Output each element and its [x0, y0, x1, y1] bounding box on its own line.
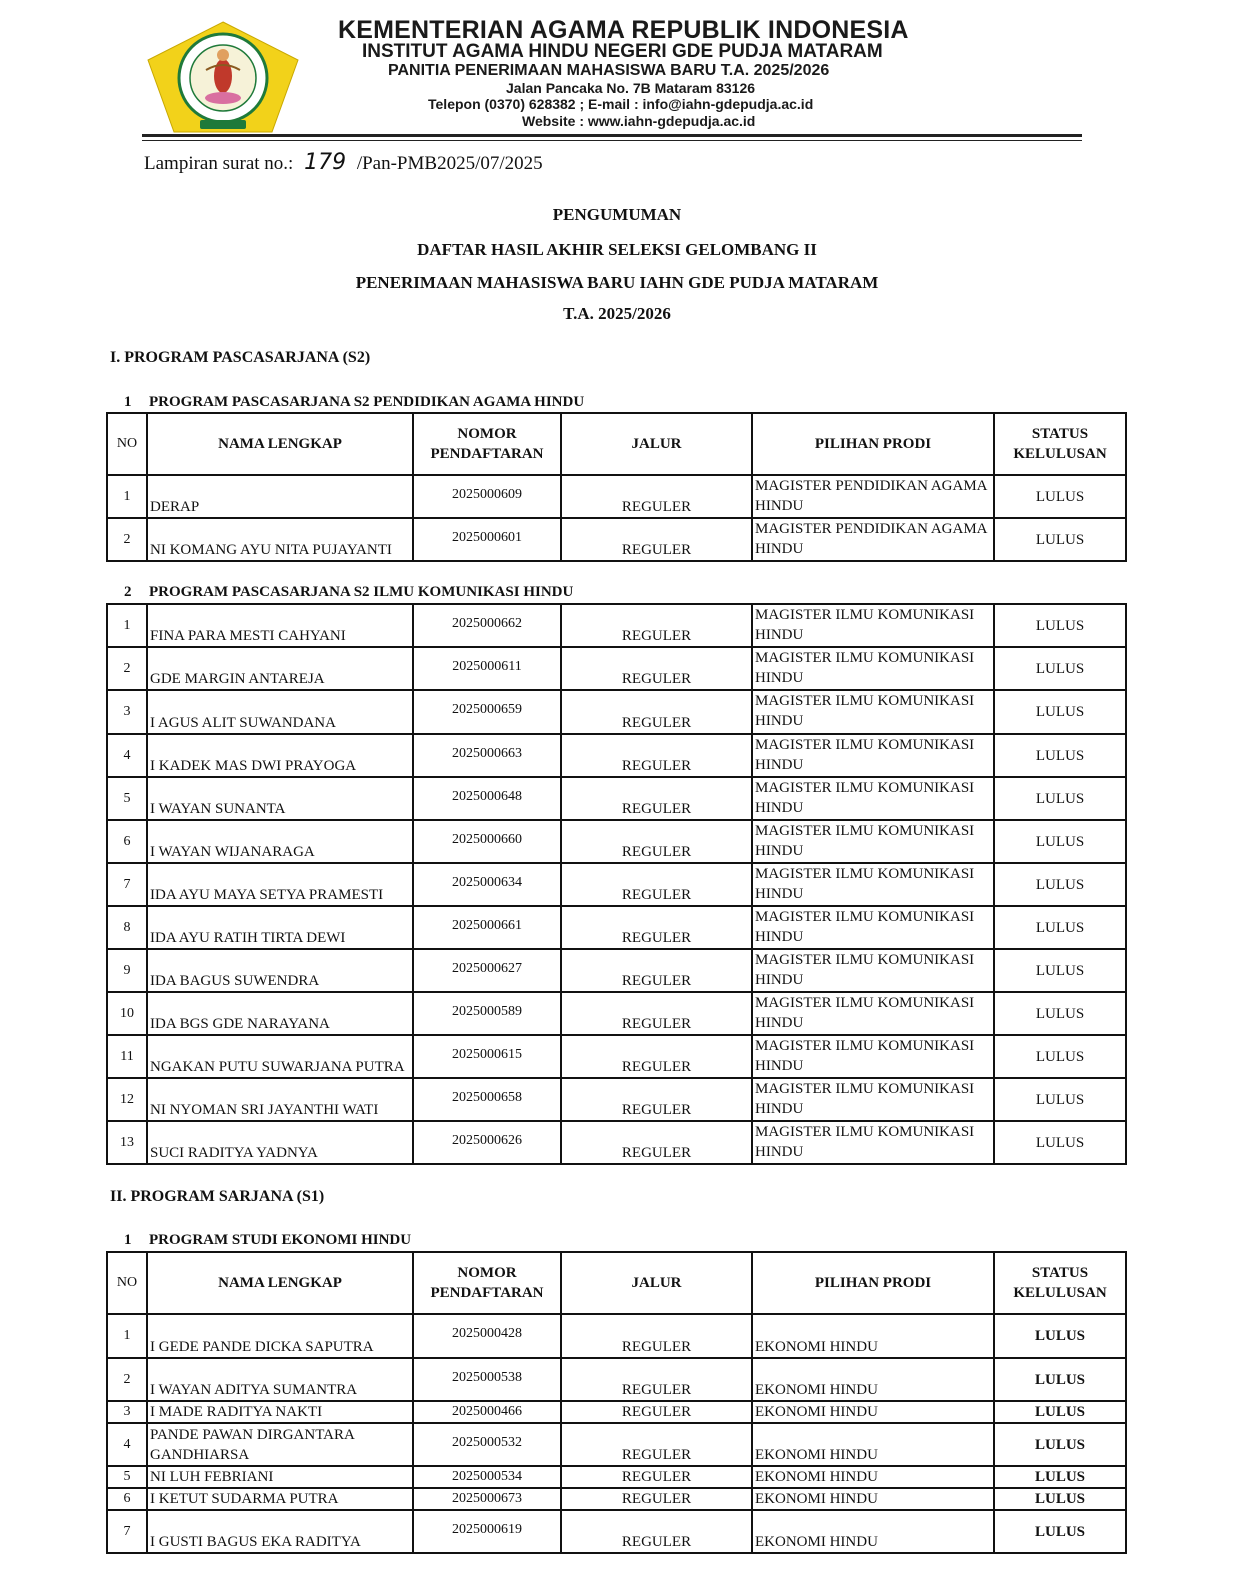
cell-path: REGULER [561, 1423, 752, 1466]
cell-registration: 2025000627 [413, 949, 561, 992]
cell-status: LULUS [994, 1401, 1126, 1423]
cell-program: EKONOMI HINDU [752, 1358, 994, 1401]
subsection-number: 1 [124, 394, 132, 410]
header-no: NO [107, 1252, 147, 1314]
institute-name: INSTITUT AGAMA HINDU NEGERI GDE PUDJA MATARAM [362, 41, 883, 62]
subsection-heading [124, 1232, 411, 1249]
cell-path: REGULER [561, 1488, 752, 1510]
cell-program: MAGISTER ILMU KOMUNIKASI HINDU [752, 820, 994, 863]
cell-no: 10 [107, 992, 147, 1035]
header-status: STATUS KELULUSAN [994, 1252, 1126, 1314]
cell-status: LULUS [994, 518, 1126, 561]
cell-no: 1 [107, 475, 147, 518]
table-row [107, 777, 1126, 820]
cell-path: REGULER [561, 777, 752, 820]
table-row [107, 1466, 1126, 1488]
cell-program: EKONOMI HINDU [752, 1401, 994, 1423]
cell-name: I KADEK MAS DWI PRAYOGA [147, 734, 413, 777]
results-table-s2-pendidikan [106, 412, 1127, 562]
table-row [107, 1035, 1126, 1078]
cell-status: LULUS [994, 1358, 1126, 1401]
cell-registration: 2025000589 [413, 992, 561, 1035]
website: Website : www.iahn-gdepudja.ac.id [522, 113, 756, 129]
cell-name: IDA AYU MAYA SETYA PRAMESTI [147, 863, 413, 906]
cell-status: LULUS [994, 1121, 1126, 1164]
cell-status: LULUS [994, 734, 1126, 777]
cell-registration: 2025000660 [413, 820, 561, 863]
cell-program: MAGISTER PENDIDIKAN AGAMA HINDU [752, 475, 994, 518]
cell-no: 1 [107, 1314, 147, 1358]
cell-status: LULUS [994, 1466, 1126, 1488]
cell-status: LULUS [994, 1488, 1126, 1510]
cell-name: DERAP [147, 475, 413, 518]
cell-name: I MADE RADITYA NAKTI [147, 1401, 413, 1423]
cell-registration: 2025000663 [413, 734, 561, 777]
cell-program: MAGISTER ILMU KOMUNIKASI HINDU [752, 1078, 994, 1121]
table-row [107, 604, 1126, 647]
cell-name: I WAYAN SUNANTA [147, 777, 413, 820]
cell-status: LULUS [994, 1423, 1126, 1466]
cell-no: 4 [107, 1423, 147, 1466]
cell-program: MAGISTER ILMU KOMUNIKASI HINDU [752, 604, 994, 647]
cell-no: 3 [107, 1401, 147, 1423]
cell-no: 2 [107, 1358, 147, 1401]
subsection-number: 1 [124, 1232, 132, 1248]
cell-status: LULUS [994, 863, 1126, 906]
ministry-name: KEMENTERIAN AGAMA REPUBLIK INDONESIA [338, 16, 909, 44]
cell-name: NI NYOMAN SRI JAYANTHI WATI [147, 1078, 413, 1121]
section-heading-s2: I. PROGRAM PASCASARJANA (S2) [110, 349, 371, 366]
cell-status: LULUS [994, 820, 1126, 863]
cell-program: MAGISTER PENDIDIKAN AGAMA HINDU [752, 518, 994, 561]
reference-handwritten-number: 179 [304, 150, 347, 175]
cell-name: NI KOMANG AYU NITA PUJAYANTI [147, 518, 413, 561]
cell-path: REGULER [561, 734, 752, 777]
letter-reference [144, 150, 543, 175]
cell-status: LULUS [994, 604, 1126, 647]
cell-program: EKONOMI HINDU [752, 1314, 994, 1358]
cell-no: 2 [107, 647, 147, 690]
header-name: NAMA LENGKAP [147, 1252, 413, 1314]
cell-program: EKONOMI HINDU [752, 1466, 994, 1488]
header-program: PILIHAN PRODI [752, 413, 994, 475]
cell-name: NI LUH FEBRIANI [147, 1466, 413, 1488]
cell-registration: 2025000534 [413, 1466, 561, 1488]
cell-registration: 2025000538 [413, 1358, 561, 1401]
cell-registration: 2025000615 [413, 1035, 561, 1078]
address: Jalan Pancaka No. 7B Mataram 83126 [506, 80, 756, 96]
cell-no: 4 [107, 734, 147, 777]
cell-name: I GEDE PANDE DICKA SAPUTRA [147, 1314, 413, 1358]
cell-path: REGULER [561, 1358, 752, 1401]
cell-no: 5 [107, 1466, 147, 1488]
table-row [107, 475, 1126, 518]
cell-no: 13 [107, 1121, 147, 1164]
cell-program: MAGISTER ILMU KOMUNIKASI HINDU [752, 992, 994, 1035]
subsection-title: PROGRAM PASCASARJANA S2 ILMU KOMUNIKASI HINDU [149, 584, 574, 600]
cell-path: REGULER [561, 820, 752, 863]
cell-path: REGULER [561, 518, 752, 561]
cell-name: I WAYAN WIJANARAGA [147, 820, 413, 863]
cell-path: REGULER [561, 992, 752, 1035]
cell-registration: 2025000466 [413, 1401, 561, 1423]
cell-no: 7 [107, 863, 147, 906]
cell-path: REGULER [561, 1510, 752, 1553]
cell-no: 6 [107, 820, 147, 863]
table-header-row [107, 1252, 1126, 1314]
cell-name: I GUSTI BAGUS EKA RADITYA [147, 1510, 413, 1553]
table-row [107, 1358, 1126, 1401]
cell-registration: 2025000658 [413, 1078, 561, 1121]
table-row [107, 690, 1126, 734]
cell-no: 9 [107, 949, 147, 992]
cell-path: REGULER [561, 1466, 752, 1488]
cell-name: NGAKAN PUTU SUWARJANA PUTRA [147, 1035, 413, 1078]
cell-status: LULUS [994, 1314, 1126, 1358]
section-heading-s1: II. PROGRAM SARJANA (S1) [110, 1188, 325, 1205]
cell-status: LULUS [994, 647, 1126, 690]
cell-status: LULUS [994, 949, 1126, 992]
header-status: STATUS KELULUSAN [994, 413, 1126, 475]
cell-no: 11 [107, 1035, 147, 1078]
cell-no: 2 [107, 518, 147, 561]
cell-name: FINA PARA MESTI CAHYANI [147, 604, 413, 647]
table-row [107, 1510, 1126, 1553]
cell-path: REGULER [561, 1401, 752, 1423]
cell-status: LULUS [994, 1078, 1126, 1121]
cell-no: 7 [107, 1510, 147, 1553]
cell-registration: 2025000634 [413, 863, 561, 906]
cell-name: I KETUT SUDARMA PUTRA [147, 1488, 413, 1510]
cell-registration: 2025000659 [413, 690, 561, 734]
table-row [107, 734, 1126, 777]
cell-name: IDA BGS GDE NARAYANA [147, 992, 413, 1035]
cell-registration: 2025000648 [413, 777, 561, 820]
cell-status: LULUS [994, 777, 1126, 820]
cell-path: REGULER [561, 604, 752, 647]
table-row [107, 863, 1126, 906]
cell-name: GDE MARGIN ANTAREJA [147, 647, 413, 690]
cell-path: REGULER [561, 1078, 752, 1121]
academic-year: T.A. 2025/2026 [563, 304, 671, 323]
cell-registration: 2025000428 [413, 1314, 561, 1358]
table-header-row [107, 413, 1126, 475]
header-registration: NOMOR PENDAFTARAN [413, 1252, 561, 1314]
cell-program: MAGISTER ILMU KOMUNIKASI HINDU [752, 777, 994, 820]
cell-path: REGULER [561, 863, 752, 906]
institute-logo [144, 20, 302, 136]
table-row [107, 992, 1126, 1035]
cell-program: MAGISTER ILMU KOMUNIKASI HINDU [752, 1035, 994, 1078]
document-subtitle: PENERIMAAN MAHASISWA BARU IAHN GDE PUDJA MATARAM [355, 273, 879, 292]
table-row [107, 1423, 1126, 1466]
cell-status: LULUS [994, 992, 1126, 1035]
cell-path: REGULER [561, 1314, 752, 1358]
table-row [107, 1401, 1126, 1423]
cell-path: REGULER [561, 647, 752, 690]
cell-path: REGULER [561, 906, 752, 949]
cell-registration: 2025000601 [413, 518, 561, 561]
table-row [107, 1121, 1126, 1164]
cell-registration: 2025000662 [413, 604, 561, 647]
subsection-title: PROGRAM PASCASARJANA S2 PENDIDIKAN AGAMA HINDU [149, 394, 585, 410]
table-row [107, 820, 1126, 863]
document-title: DAFTAR HASIL AKHIR SELEKSI GELOMBANG II [417, 240, 817, 259]
header-path: JALUR [561, 1252, 752, 1314]
announcement-title: PENGUMUMAN [552, 205, 682, 224]
cell-registration: 2025000673 [413, 1488, 561, 1510]
table-row [107, 1488, 1126, 1510]
reference-prefix: Lampiran surat no.: [144, 153, 294, 174]
table-row [107, 1314, 1126, 1358]
cell-path: REGULER [561, 1035, 752, 1078]
header-registration: NOMOR PENDAFTARAN [413, 413, 561, 475]
contact-info: Telepon (0370) 628382 ; E-mail : info@iahn-gdepudja.ac.id [428, 96, 814, 112]
table-row [107, 906, 1126, 949]
cell-path: REGULER [561, 949, 752, 992]
committee-name: PANITIA PENERIMAAN MAHASISWA BARU T.A. 2025/2026 [388, 62, 830, 79]
cell-program: MAGISTER ILMU KOMUNIKASI HINDU [752, 863, 994, 906]
subsection-heading [124, 584, 573, 601]
header-program: PILIHAN PRODI [752, 1252, 994, 1314]
cell-no: 1 [107, 604, 147, 647]
subsection-title: PROGRAM STUDI EKONOMI HINDU [149, 1232, 412, 1248]
cell-name: IDA BAGUS SUWENDRA [147, 949, 413, 992]
cell-path: REGULER [561, 690, 752, 734]
header-no: NO [107, 413, 147, 475]
cell-path: REGULER [561, 1121, 752, 1164]
cell-program: MAGISTER ILMU KOMUNIKASI HINDU [752, 690, 994, 734]
cell-status: LULUS [994, 1035, 1126, 1078]
cell-status: LULUS [994, 906, 1126, 949]
cell-program: MAGISTER ILMU KOMUNIKASI HINDU [752, 734, 994, 777]
reference-suffix: /Pan-PMB2025/07/2025 [356, 153, 543, 174]
cell-program: EKONOMI HINDU [752, 1488, 994, 1510]
cell-no: 5 [107, 777, 147, 820]
cell-program: EKONOMI HINDU [752, 1423, 994, 1466]
cell-name: SUCI RADITYA YADNYA [147, 1121, 413, 1164]
cell-registration: 2025000611 [413, 647, 561, 690]
cell-registration: 2025000661 [413, 906, 561, 949]
results-table-s2-komunikasi [106, 603, 1127, 1165]
table-row [107, 518, 1126, 561]
subsection-number: 2 [124, 584, 132, 600]
cell-status: LULUS [994, 1510, 1126, 1553]
cell-name: I WAYAN ADITYA SUMANTRA [147, 1358, 413, 1401]
table-row [107, 647, 1126, 690]
cell-no: 8 [107, 906, 147, 949]
cell-program: EKONOMI HINDU [752, 1510, 994, 1553]
cell-no: 6 [107, 1488, 147, 1510]
results-table-s1-ekonomi [106, 1251, 1127, 1554]
cell-program: MAGISTER ILMU KOMUNIKASI HINDU [752, 906, 994, 949]
header-path: JALUR [561, 413, 752, 475]
cell-name: IDA AYU RATIH TIRTA DEWI [147, 906, 413, 949]
cell-registration: 2025000532 [413, 1423, 561, 1466]
header-name: NAMA LENGKAP [147, 413, 413, 475]
letterhead-rule-thin [142, 140, 1082, 141]
cell-program: MAGISTER ILMU KOMUNIKASI HINDU [752, 1121, 994, 1164]
cell-name: I AGUS ALIT SUWANDANA [147, 690, 413, 734]
cell-no: 3 [107, 690, 147, 734]
cell-registration: 2025000626 [413, 1121, 561, 1164]
cell-registration: 2025000609 [413, 475, 561, 518]
cell-name: PANDE PAWAN DIRGANTARA GANDHIARSA [147, 1423, 413, 1466]
cell-program: MAGISTER ILMU KOMUNIKASI HINDU [752, 949, 994, 992]
cell-registration: 2025000619 [413, 1510, 561, 1553]
table-row [107, 1078, 1126, 1121]
cell-status: LULUS [994, 475, 1126, 518]
cell-status: LULUS [994, 690, 1126, 734]
cell-no: 12 [107, 1078, 147, 1121]
table-row [107, 949, 1126, 992]
cell-path: REGULER [561, 475, 752, 518]
cell-program: MAGISTER ILMU KOMUNIKASI HINDU [752, 647, 994, 690]
letterhead-rule-thick [142, 134, 1082, 137]
subsection-heading [124, 394, 584, 411]
